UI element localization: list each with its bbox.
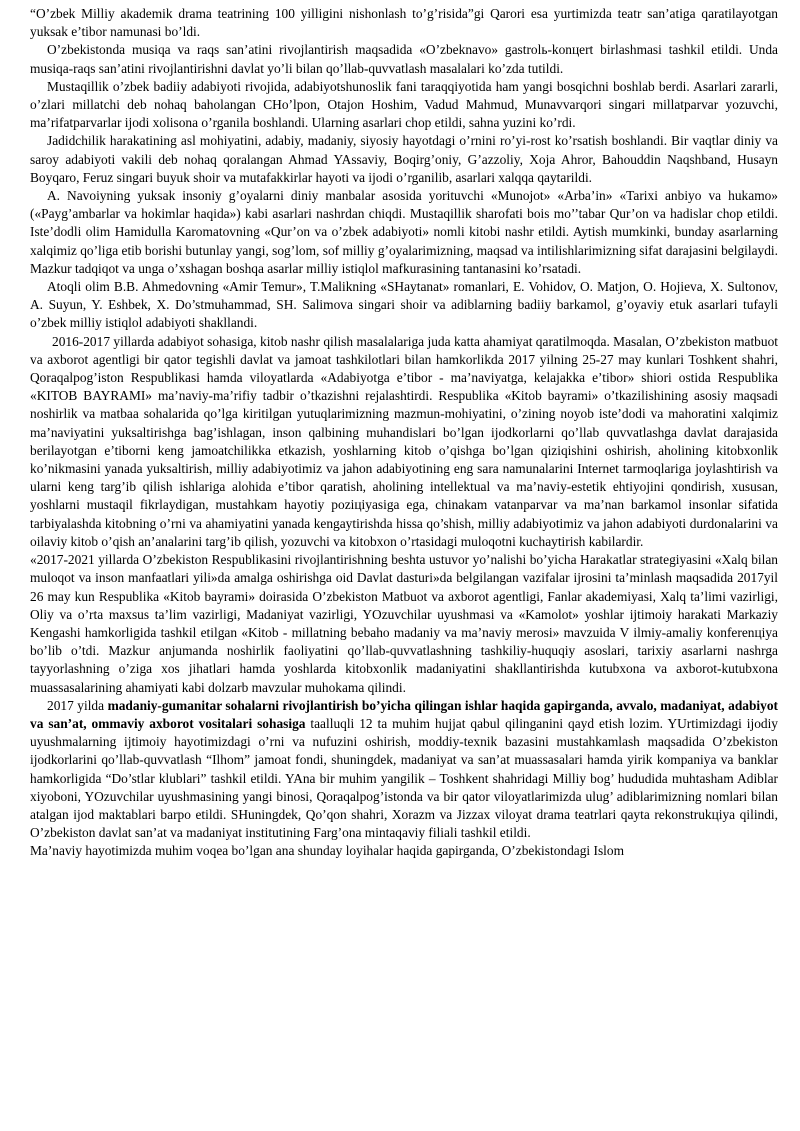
paragraph-independence-literature: Mustaqillik o’zbek badiiy adabiyoti rivojida, adabiyotshunoslik fani taraqqiyotida ham yangi bosqichni boshlab berdi. Asarlari zararli, o’zlari millatchi deb nohaq baholangan CHo’lpon, Otajon Hoshim, Vadud Mahmud, Munavvarqori singari millatparvar yozuvchi, ma’rifatparvarlar ijodi xolisona o’rganila boshlandi. Ularning asarlari chop etildi, sahna yuzini ko’rdi. — [30, 78, 778, 131]
paragraph-jadidism: Jadidchilik harakatining asl mohiyatini, adabiy, madaniy, siyosiy hayotdagi o’rnini ro’yi-rost ko’rsatish boshlandi. Bir vaqtlar diniy va saroy adabiyoti vakili deb nohaq qoralangan Ahmad YAssaviy, Boqirg’oniy, G’azzoliy, Xoja Ahror, Bahouddin Naqshband, Husayn Boyqaro, Feruz singari buyuk shoir va mutafakkirlar hayoti va ijodi o’rganilib, asarlari xalqqa qaytarildi. — [30, 133, 778, 185]
paragraph-music-dance: O’zbekistonda musiqa va raqs san’atini rivojlantirish maqsadida «O’zbeknavo» gastrolь-konцert birlashmasi tashkil etildi. Unda musiqa-raqs san’atini rivojlantirishni davlat yo’li bilan qo’llab-quvvatlash masalalari ko’zda tutildi. — [30, 42, 778, 76]
paragraph-spiritual-projects: Ma’naviy hayotimizda muhim voqea bo’lgan ana shunday loyihalar haqida gapirganda, O’zbekistondagi Islom — [30, 843, 624, 859]
paragraph-book-festival: 2016-2017 yillarda adabiyot sohasiga, kitob nashr qilish masalalariga juda katta ahamiyat qaratilmoqda. Masalan, O’zbekiston matbuot va axborot agentligi bir qator tegishli davlat va jamoat tashkilotlari bilan hamkorlikda 2017 yilning 25-27 may kunlari Toshkent shahri, Qoraqalpog’iston Respublikasi hamda viloyatlarda «Adabiyotga e’tibor - ma’naviyatga, kelajakka e’tibor» shiori ostida Respublika «KITOB BAYRAMI» ma’naviy-ma’rifiy tadbir o’tkazishni rejalashtirdi. Respublika «Kitob bayrami» o’tkazilishining asosiy maqsadi noshirlik va matbaa sohalarida qo’lga kiritilgan yutuqlarimizning mazmun-mohiyatini, o’zining noyob iste’dodi va mahoratini xalqimiz ma’naviyatini yuksaltirishga bag’ishlagan, inson qalbining muhandislari bo’lgan ijodkorlarni qo’llab quvvatlashga davlat darajasida berilayotgan e’tiborni keng jamoatchilikka etkazish, yoshlarning kitob o’qishga bo’lgan qiziqishini oshirish, aholining kitobxonlik ko’nikmasini yanada yuksaltirish, milliy adabiyotimiz va jahon adabiyotining eng sara namunalarini Internet tarmoqlariga joylashtirish va ularni keng targ’ib qilish ishlariga alohida e’tibor qaratish, aholining intellektual va ma’naviy-estetik ehtiyojini qondirish, xususan, yoshlarni mustaqil fikrlaydigan, mustahkam hayotiy poziцiyasiga ega, chinakam vatanparvar va ma’nan barkamol insonlar sifatida tarbiyalashda kitobning o’rni va ahamiyatini yanada kengaytirishda hissa qo’shish, milliy adabiyotimiz va jahon adabiyoti durdonalarini va oilaviy kitob o’qish an’analarini targ’ib qilish, yozuvchi va kitobxon o’rtasidagi muloqotni kuchaytirish kabilardir. — [30, 333, 778, 549]
paragraph-strategy-conference: «2017-2021 yillarda O’zbekiston Respublikasini rivojlantirishning beshta ustuvor yo’nalishi bo’yicha Harakatlar strategiyasini «Xalq bilan muloqot va inson manfaatlari yili»da amalga oshirishga oid Davlat dasturi»da belgilangan vazifalar ijrosini ta’minlash maqsadida 2017yil 26 may kun Respublika «Kitob bayrami» doirasida O’zbekiston Matbuot va axborot agentligi, Fanlar akademiyasi, Xalq ta’limi vazirligi, Oliy va o’rta maxsus ta’lim vazirligi, Madaniyat vazirligi, YOzuvchilar uyushmasi va «Kamolot» yoshlar ijtimoiy harakati Markaziy Kengashi hamkorligida tashkil etilgan «Kitob - millatning bebaho madaniy va ma’naviy merosi» mavzuida V ilmiy-amaliy konferenцiya bo’lib o’tdi. Mazkur anjumanda noshirlik faoliyatini qo’llab-quvvatlashning tashkiliy-huquqiy asoslari, tarixiy asarlarni nashrga tayyorlashning o’ziga xos jihatlari hamda yoshlarda kitobxonlik madaniyatini shakllantirishda kutubxona va axborot-kutubxona muassasalarining ahamiyati kabi dolzarb mavzular muhokama qilindi. — [30, 552, 778, 695]
paragraph-bold-text: madaniy-gumanitar sohalarni rivojlantirish bo’yicha qilingan ishlar haqida gapirganda, avvalo, madaniyat, adabiyot va san’at, ommaviy axborot vositalari sohasiga — [30, 697, 778, 731]
paragraph-writers: Atoqli olim B.B. Ahmedovning «Amir Temur», T.Malikning «SHaytanat» romanlari, E. Vohidov, O. Matjon, O. Hojieva, X. Sultonov, A. Suyun, Y. Eshbek, X. Do’stmuhammad, SH. Salimova singari shoir va adiblarning badiiy barkamol, g’oyaviy etuk asarlari tufayli o’zbek milliy istiqlol adabiyoti shakllandi. — [30, 279, 778, 331]
paragraph-lead-text: 2017 yilda — [47, 697, 108, 713]
paragraph-2017-cultural — [30, 697, 778, 843]
paragraph-navoi-works: A. Navoiyning yuksak insoniy g’oyalarni diniy manbalar asosida yorituvchi «Munojot» «Arba’in» «Tarixi anbiyo va hukamo» («Payg’ambarlar va hokimlar haqida») kabi asarlari nashrdan chiqdi. Mustaqillik sharofati bois mo’’tabar Qur’on va hadislar chop etildi. Iste’dodli olim Hamidulla Karomatovning «Qur’on va o’zbek adabiyoti» nomli kitobi nashr etildi. Aytish mumkinki, bunday asarlarning xalqimiz qo’liga etib borishi butunlay yangi, sog’lom, sof milliy g’oyalarimizning, maqsad va intilishlarimizning sifat darajasini belgilaydi. Mazkur tadqiqot va unga o’xshagan boshqa asarlar milliy istiqlol mafkurasining tantanasini ko’rsatadi. — [30, 188, 778, 276]
paragraph-body-text: taalluqli 12 ta muhim hujjat qabul qilinganini qayd etish lozim. YUrtimizdagi ijodiy uyushmalarning ijtimoiy hayotimizdagi o’rni va nufuzini oshirish, moddiy-texnik bazasini mustahkamlash maqsadida O’zbekiston ijodkorlarini qo’llab-quvvatlash “Ilhom” jamoat fondi, shuningdek, madaniyat va san’at muassasalari hamda yirik kompaniya va banklar hamkorligida “Do’stlar klublari” tashkil etildi. YAna bir muhim yangilik – Toshkent shahridagi Milliy bog’ hududida muhtasham Adiblar xiyoboni, YOzuvchilar uyushmasining yangi binosi, Qoraqalpog’istonda va bir qator viloyatlarimizda ulug’ adiblarimizning nomlari bilan atalgan ijod maktablari barpo etildi. SHuningdek, Qo’qon shahri, Xorazm va Jizzax viloyat drama teatrlari qayta rekonstrukцiya qilindi, O’zbekiston davlat san’at va madaniyat institutining Farg’ona mintaqaviy filiali tashkil etildi. — [30, 715, 778, 841]
paragraph-theatre-decree: “O’zbek Milliy akademik drama teatrining 100 yilligini nishonlash to’g’risida”gi Qarori esa yurtimizda teatr san’atiga qaratilayotgan yuksak e’tibor namunasi bo’ldi. — [30, 6, 778, 40]
